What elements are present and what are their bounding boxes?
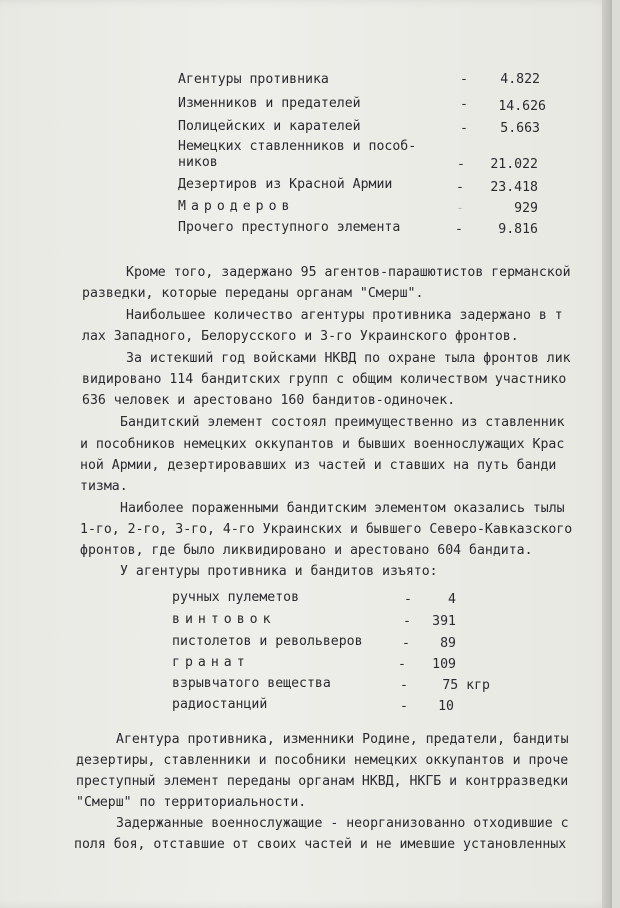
text-line: лах Западного, Белорусского и 3-го Украинского фронтов.: [82, 329, 519, 344]
row-dash: -: [404, 592, 412, 607]
row-label: Изменников и предателей: [178, 96, 361, 111]
row-value: 4: [448, 592, 456, 607]
row-label-continuation: ников: [178, 155, 218, 170]
row-value: 75 кгр: [442, 678, 490, 693]
text-line: Агентура противника, изменники Родине, предатели, бандиты: [116, 732, 569, 747]
row-value: 929: [514, 201, 538, 216]
row-dash: -: [457, 157, 465, 172]
row-label: гранат: [172, 655, 250, 670]
row-value: 89: [440, 636, 456, 651]
page-edge-shadow: [602, 0, 612, 908]
row-label: Полицейских и карателей: [178, 119, 361, 134]
row-label: взрывчатого вещества: [172, 676, 331, 691]
row-dash: -: [456, 201, 464, 216]
row-dash: -: [460, 97, 468, 112]
row-label: винтовок: [172, 612, 276, 627]
row-value: 9.816: [498, 222, 538, 237]
text-line: Задержанные военнослужащие - неорганизованно отходившие с: [116, 816, 569, 831]
row-label: Немецких ставленников и пособ-: [178, 139, 417, 154]
text-line: тизма.: [80, 479, 128, 494]
text-line: 1-го, 2-го, 3-го, 4-го Украинских и бывшего Северо-Кавказского: [80, 522, 573, 537]
row-value: 391: [432, 614, 456, 629]
text-line: разведки, которые переданы органам "Смерш".: [82, 286, 424, 301]
row-dash: -: [460, 121, 468, 136]
row-value: 14.626: [498, 99, 546, 114]
text-line: Кроме того, задержано 95 агентов-парашютистов германской: [126, 265, 571, 280]
text-line: "Смерш" по территориальности.: [76, 795, 307, 810]
row-dash: -: [456, 180, 464, 195]
text-line: преступный элемент переданы органам НКВД, НКГБ и контрразведки: [76, 774, 569, 789]
text-line: Наиболее пораженными бандитским элементом оказались тылы: [120, 501, 565, 516]
row-dash: -: [400, 678, 408, 693]
row-label: Мародеров: [178, 199, 295, 214]
row-label: Прочего преступного элемента: [178, 220, 401, 235]
row-dash: -: [460, 72, 468, 87]
row-dash: -: [402, 636, 410, 651]
seized-intro: У агентуры противника и бандитов изъято:: [120, 564, 438, 579]
row-label: ручных пулеметов: [172, 590, 300, 605]
row-value: 23.418: [490, 180, 538, 195]
text-line: поля боя, отставшие от своих частей и не имевшие установленных: [74, 837, 567, 852]
row-value: 21.022: [490, 157, 538, 172]
row-label: Агентуры противника: [178, 72, 329, 87]
text-line: 636 человек и арестовано 160 бандитов-одиночек.: [82, 393, 456, 408]
text-line: Бандитский элемент состоял преимущественно из ставленник: [120, 415, 565, 430]
text-line: Наибольшее количество агентуры противника задержано в т: [126, 308, 563, 323]
text-line: видировано 114 бандитских групп с общим количеством участнико: [82, 372, 567, 387]
text-line: За истекший год войсками НКВД по охране тыла фронтов лик: [126, 351, 571, 366]
row-value: 109: [432, 657, 456, 672]
row-label: радиостанций: [172, 697, 268, 712]
row-label: Дезертиров из Красной Армии: [178, 177, 393, 192]
text-line: ной Армии, дезертировавших из частей и ставших на путь банди: [80, 458, 557, 473]
row-value: 4.822: [500, 72, 540, 87]
text-line: и пособников немецких оккупантов и бывших военнослужащих Крас: [80, 437, 565, 452]
row-label: пистолетов и револьверов: [172, 634, 363, 649]
text-line: дезертиры, ставленники и пособники немецких оккупантов и проче: [76, 753, 569, 768]
row-value: 5.663: [500, 121, 540, 136]
row-value: 10: [438, 699, 454, 714]
row-dash: -: [398, 657, 406, 672]
row-dash: -: [403, 614, 411, 629]
row-dash: -: [455, 222, 463, 237]
text-line: фронтов, где было ликвидировано и арестовано 604 бандита.: [80, 543, 533, 558]
row-dash: -: [400, 699, 408, 714]
